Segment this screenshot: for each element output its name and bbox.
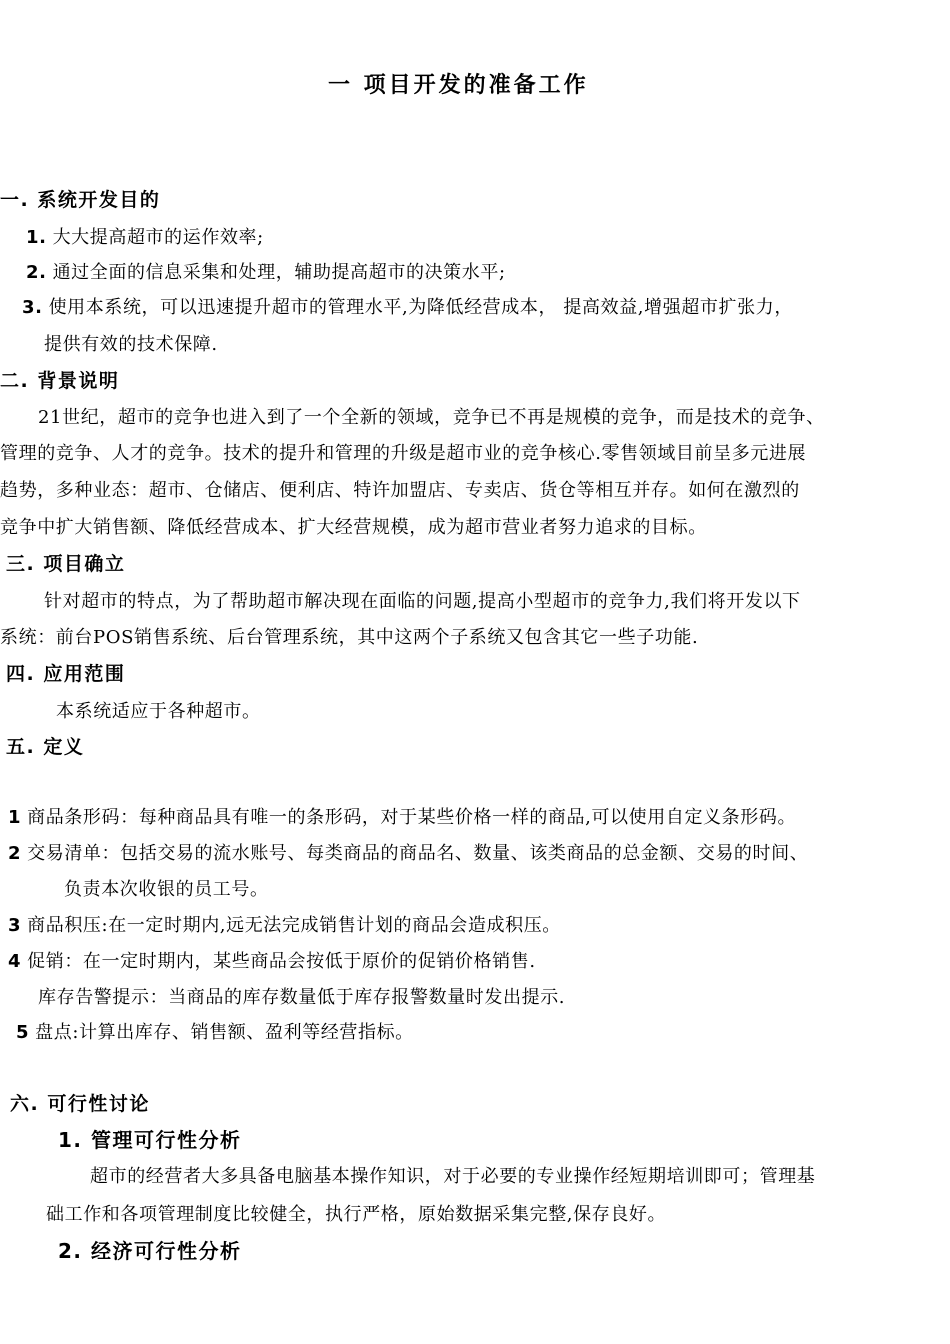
- list-item: [26, 260, 506, 286]
- list-item: [8, 805, 796, 831]
- item-text: 商品积压:在一定时期内,远无法完成销售计划的商品会造成积压。: [27, 915, 561, 936]
- paragraph-line: 础工作和各项管理制度比较健全，执行严格，原始数据采集完整,保存良好。: [46, 1204, 667, 1225]
- list-item-continuation: [64, 877, 269, 903]
- paragraph-line: 本系统适应于各种超市。: [56, 701, 261, 722]
- item-number: 1: [8, 807, 22, 828]
- paragraph-line: 竞争中扩大销售额、降低经营成本、扩大经营规模，成为超市营业者努力追求的目标。: [0, 517, 707, 538]
- list-item: [8, 841, 808, 867]
- item-text: 库存告警提示：当商品的库存数量低于库存报警数量时发出提示.: [38, 987, 566, 1008]
- section-heading-background: 二. 背景说明: [0, 370, 120, 392]
- list-item: [16, 1020, 414, 1046]
- section-heading-purpose: 一. 系统开发目的: [0, 189, 161, 211]
- item-text: 大大提高超市的运作效率;: [52, 227, 264, 248]
- list-item: [8, 949, 536, 975]
- section-heading-feasibility: 六. 可行性讨论: [10, 1093, 150, 1115]
- section-heading-project: 三. 项目确立: [6, 553, 126, 575]
- item-number: 3: [8, 915, 22, 936]
- list-item-continuation: 提供有效的技术保障.: [44, 334, 218, 355]
- paragraph-line: 系统：前台POS销售系统、后台管理系统，其中这两个子系统又包含其它一些子功能.: [0, 627, 699, 648]
- item-text: 促销：在一定时期内，某些商品会按低于原价的促销价格销售.: [27, 951, 536, 972]
- subsection-heading-economic: 2. 经济可行性分析: [58, 1239, 242, 1263]
- list-item: [8, 913, 561, 939]
- item-number: 5: [16, 1022, 30, 1043]
- item-number: 1.: [26, 227, 47, 248]
- item-number: 2: [8, 843, 22, 864]
- item-number: 3.: [22, 297, 43, 318]
- list-item: [26, 225, 264, 251]
- section-heading-definitions: 五. 定义: [6, 736, 85, 758]
- paragraph-line: 针对超市的特点，为了帮助超市解决现在面临的问题,提高小型超市的竞争力,我们将开发以下: [44, 591, 801, 612]
- item-text: 交易清单：包括交易的流水账号、每类商品的商品名、数量、该类商品的总金额、交易的时间、: [27, 843, 809, 864]
- list-item: [22, 295, 793, 321]
- paragraph-line: 超市的经营者大多具备电脑基本操作知识，对于必要的专业操作经短期培训即可；管理基: [90, 1166, 816, 1187]
- item-text: 通过全面的信息采集和处理，辅助提高超市的决策水平;: [52, 262, 506, 283]
- subsection-heading-management: 1. 管理可行性分析: [58, 1128, 242, 1152]
- section-heading-scope: 四. 应用范围: [6, 663, 126, 685]
- item-text: 负责本次收银的员工号。: [64, 879, 269, 900]
- item-text: 使用本系统，可以迅速提升超市的管理水平,为降低经营成本， 提高效益,增强超市扩张力，: [48, 297, 793, 318]
- paragraph-line: 趋势，多种业态：超市、仓储店、便利店、特许加盟店、专卖店、货仓等相互并存。如何在激烈的: [0, 480, 800, 501]
- item-text: 盘点:计算出库存、销售额、盈利等经营指标。: [35, 1022, 414, 1043]
- item-number: 2.: [26, 262, 47, 283]
- paragraph-line: 管理的竞争、人才的竞争。技术的提升和管理的升级是超市业的竞争核心.零售领域目前呈多元进展: [0, 443, 807, 464]
- list-item-continuation: [38, 985, 565, 1011]
- item-number: 4: [8, 951, 22, 972]
- item-text: 商品条形码：每种商品具有唯一的条形码，对于某些价格一样的商品,可以使用自定义条形码。: [27, 807, 797, 828]
- paragraph-line: 21世纪，超市的竞争也进入到了一个全新的领域，竞争已不再是规模的竞争，而是技术的竞争、: [38, 407, 825, 428]
- page-title: 一 项目开发的准备工作: [328, 73, 589, 98]
